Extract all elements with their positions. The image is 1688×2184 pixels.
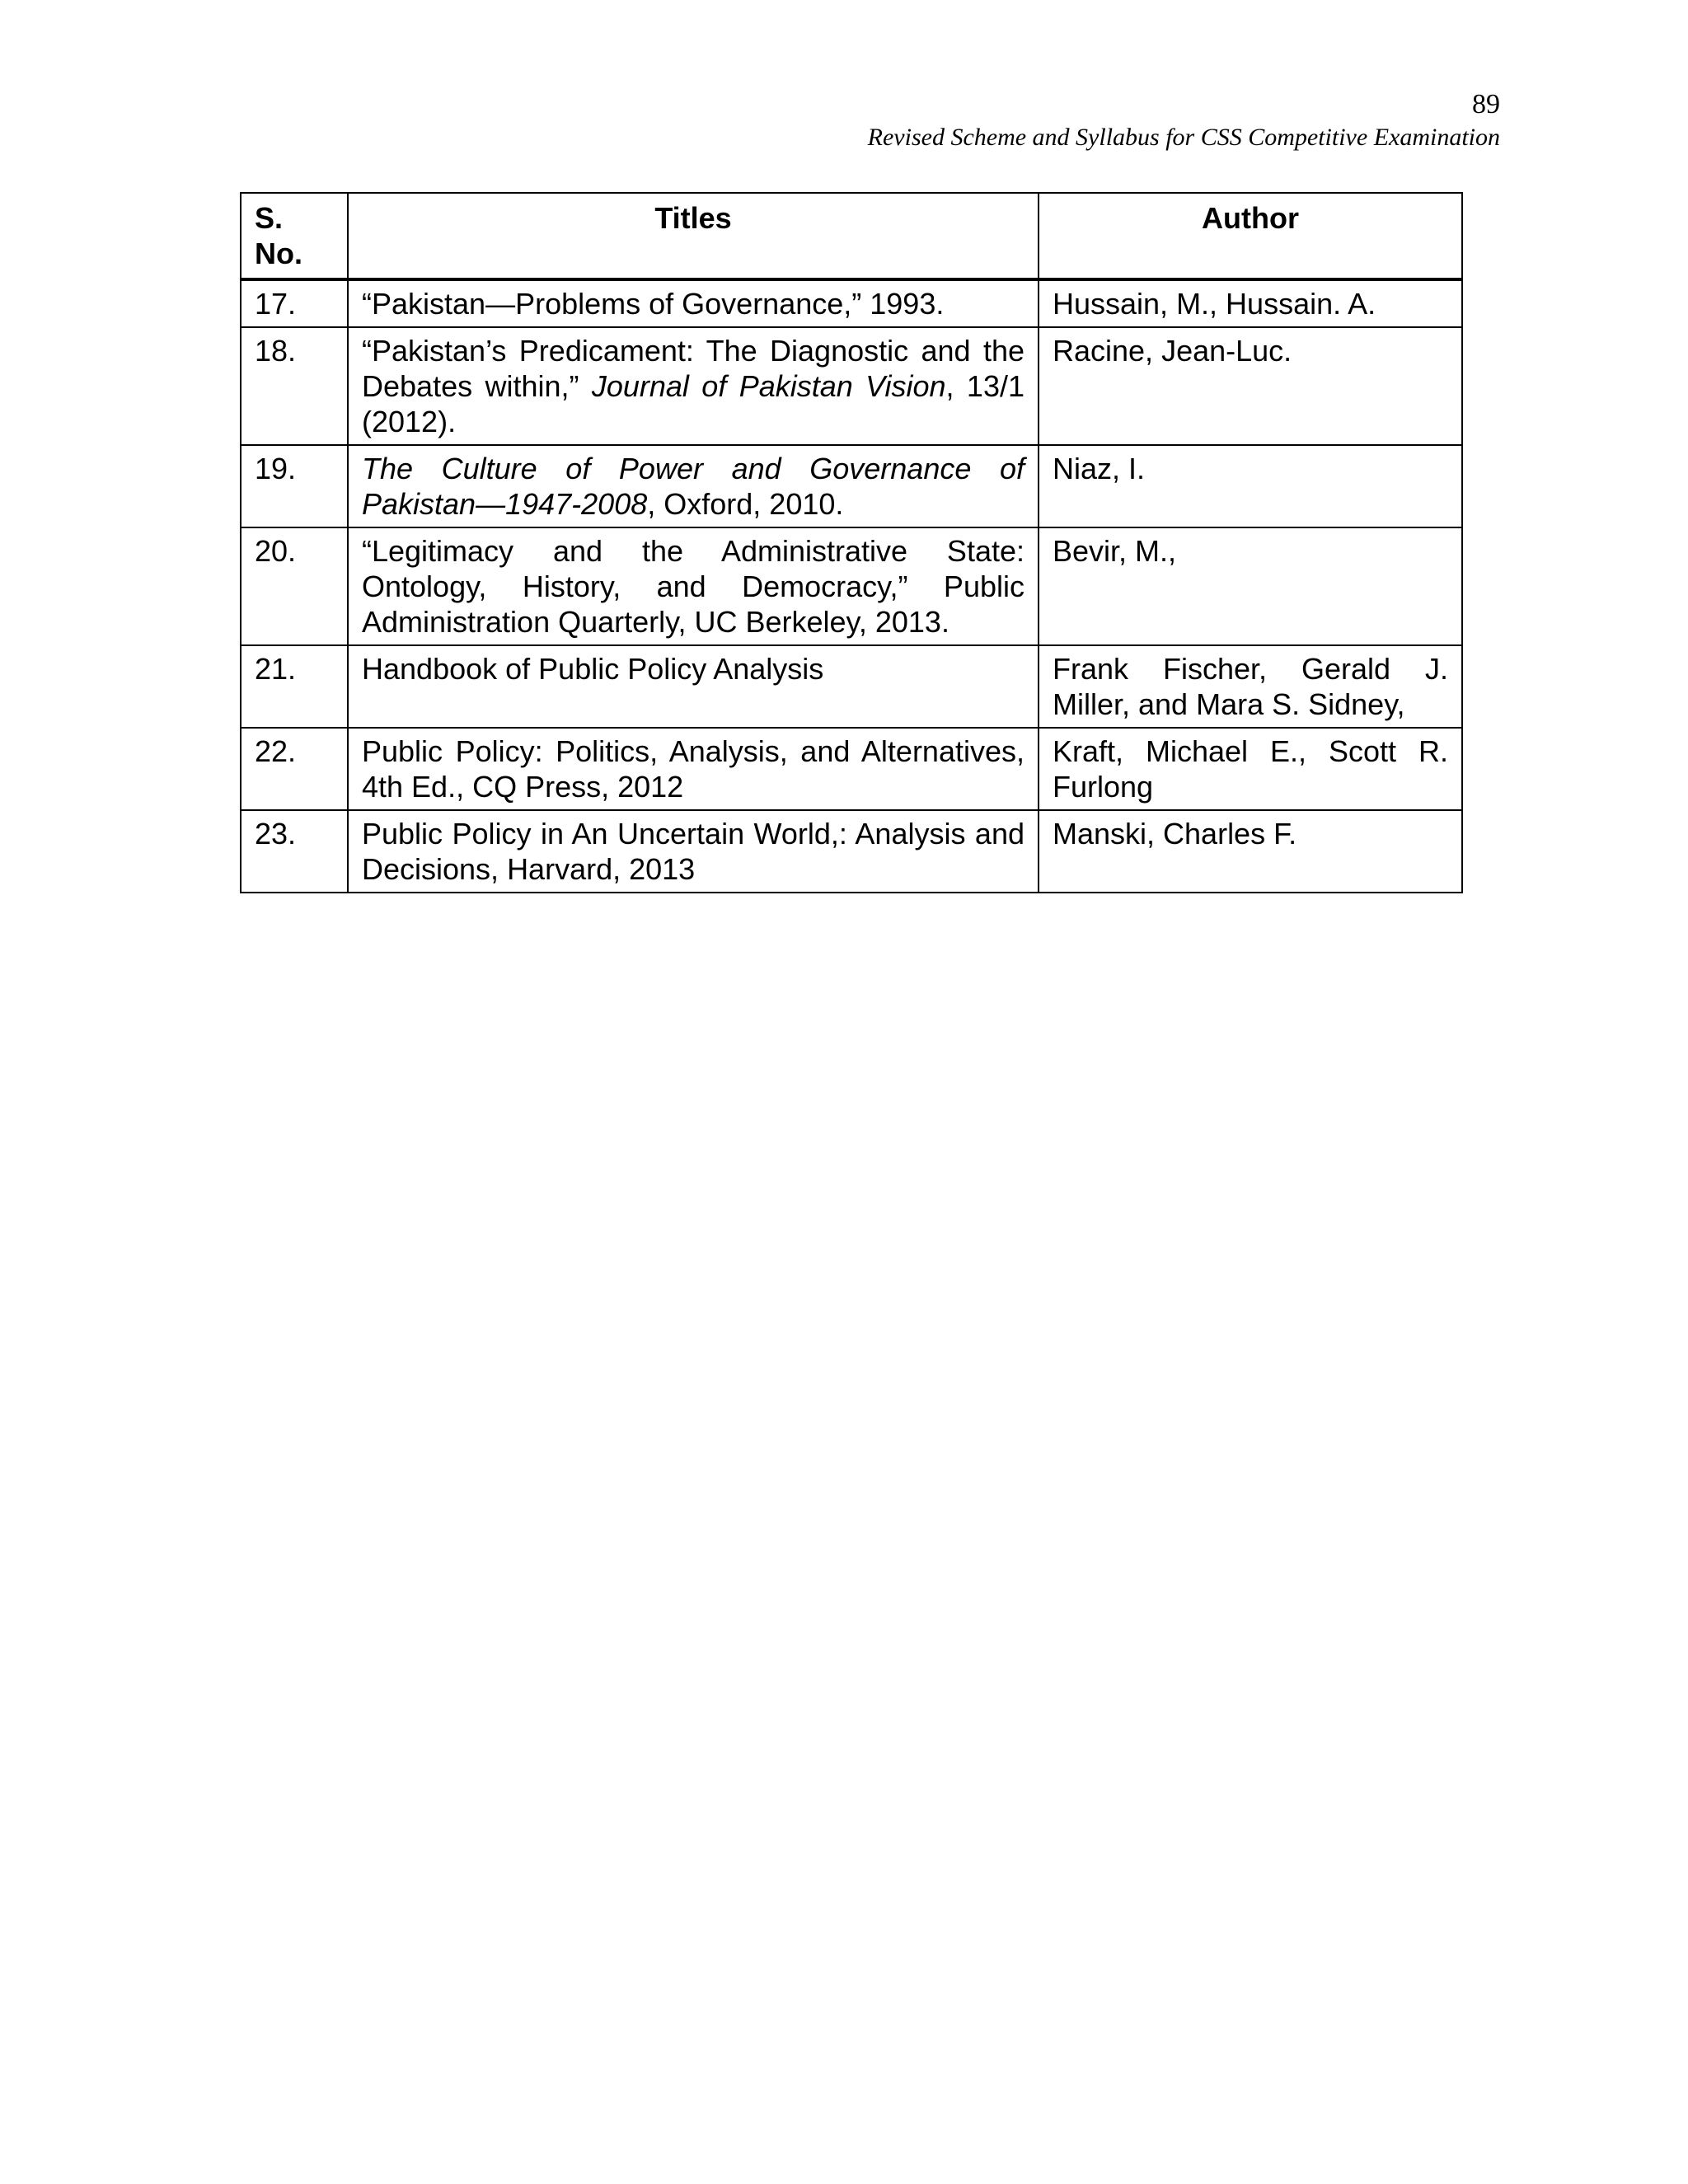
table-header — [241, 193, 1462, 279]
title-italic-segment: The Culture of Power and Governance of Pakistan—1947-2008 — [362, 452, 1025, 521]
cell-author: Bevir, M., — [1039, 527, 1462, 645]
table-row — [241, 327, 1462, 445]
table-row — [241, 279, 1462, 327]
cell-author: Hussain, M., Hussain. A. — [1039, 279, 1462, 327]
title-segment: Handbook of Public Policy Analysis — [362, 652, 824, 686]
cell-sno: 18. — [241, 327, 348, 445]
cell-author: Manski, Charles F. — [1039, 810, 1462, 893]
column-header-author: Author — [1039, 193, 1462, 279]
table-row — [241, 645, 1462, 728]
title-segment: , Oxford, 2010. — [647, 487, 844, 521]
cell-author: Kraft, Michael E., Scott R. Furlong — [1039, 728, 1462, 810]
cell-title — [348, 810, 1039, 893]
reading-list-table — [240, 192, 1463, 893]
page-number: 89 — [1472, 89, 1500, 120]
table-row — [241, 445, 1462, 527]
cell-title — [348, 327, 1039, 445]
cell-title — [348, 445, 1039, 527]
title-italic-segment: Journal of Pakistan Vision — [591, 369, 946, 403]
table-header-row — [241, 193, 1462, 279]
running-header: Revised Scheme and Syllabus for CSS Competitive Examination — [867, 124, 1500, 151]
title-segment: Public Policy in An Uncertain World,: Analysis and Decisions, Harvard, 2013 — [362, 817, 1025, 886]
column-header-titles: Titles — [348, 193, 1039, 279]
cell-author: Niaz, I. — [1039, 445, 1462, 527]
cell-title — [348, 279, 1039, 327]
title-segment: “Legitimacy and the Administrative State: Ontology, History, and Democracy,” Public Administration Quarterly, UC Berkeley, 2013. — [362, 534, 1025, 639]
table-body — [241, 279, 1462, 893]
cell-sno: 20. — [241, 527, 348, 645]
title-segment: “Pakistan—Problems of Governance,” 1993. — [362, 287, 945, 321]
cell-title — [348, 728, 1039, 810]
cell-sno: 17. — [241, 279, 348, 327]
cell-author: Racine, Jean-Luc. — [1039, 327, 1462, 445]
column-header-sno: S. No. — [241, 193, 348, 279]
table-row — [241, 527, 1462, 645]
cell-sno: 21. — [241, 645, 348, 728]
title-segment: Public Policy: Politics, Analysis, and Alternatives, 4th Ed., CQ Press, 2012 — [362, 734, 1025, 804]
title-segment: “Pakistan’s Predicament: The Diagnostic and the Debates within,” — [362, 334, 1025, 403]
cell-author: Frank Fischer, Gerald J. Miller, and Mara S. Sidney, — [1039, 645, 1462, 728]
cell-sno: 23. — [241, 810, 348, 893]
cell-sno: 19. — [241, 445, 348, 527]
cell-title — [348, 527, 1039, 645]
title-segment: , 13/1 (2012). — [362, 369, 1025, 438]
table-row — [241, 810, 1462, 893]
cell-title — [348, 645, 1039, 728]
cell-sno: 22. — [241, 728, 348, 810]
table-row — [241, 728, 1462, 810]
